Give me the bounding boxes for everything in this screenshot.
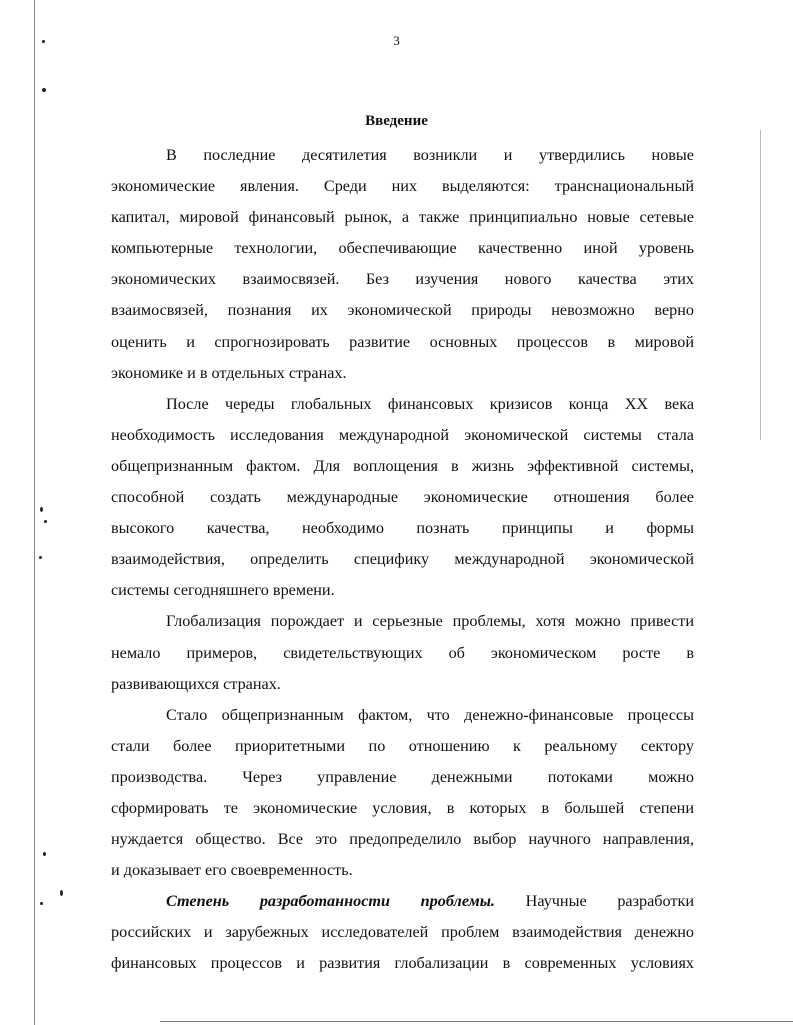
text-line: капитал, мировой финансовый рынок, а также принципиально новые сетевые <box>111 208 694 227</box>
page-number: 3 <box>393 33 400 48</box>
text-line: стали более приоритетными по отношению к реальному сектору <box>111 736 694 755</box>
document-body <box>111 140 694 980</box>
text-line: необходимость исследования международной экономической системы стала <box>111 425 694 444</box>
text-line: Стало общепризнанным фактом, что денежно-финансовые процессы <box>166 705 694 724</box>
scan-speck <box>43 852 46 856</box>
scan-edge-right <box>760 130 761 440</box>
text-line: взаимодействия, определить специфику международной экономической <box>111 550 694 569</box>
text-line: развивающихся странах. <box>111 674 281 693</box>
text-line: финансовых процессов и развития глобализации в современных условиях <box>111 954 694 973</box>
text-line: системы сегодняшнего времени. <box>111 581 335 600</box>
text-line: общепризнанным фактом. Для воплощения в жизнь эффективной системы, <box>111 456 694 475</box>
scan-speck <box>44 520 47 523</box>
text-fragment: Научные разработки <box>494 892 694 911</box>
text-line: Глобализация порождает и серьезные проблемы, хотя можно привести <box>166 612 694 631</box>
text-line: В последние десятилетия возникли и утвердились новые <box>166 146 694 164</box>
text-line: нуждается общество. Все это предопределило выбор научного направления, <box>111 830 694 849</box>
scan-speck <box>60 890 63 896</box>
text-line: экономике и в отдельных странах. <box>111 363 347 382</box>
scan-speck <box>39 556 42 559</box>
text-line: немало примеров, свидетельствующих об экономическом росте в <box>111 643 694 662</box>
text-line: оценить и спрогнозировать развитие основных процессов в мировой <box>111 332 694 351</box>
scan-speck <box>40 902 43 905</box>
text-line: взаимосвязей, познания их экономической природы невозможно верно <box>111 301 694 320</box>
scan-edge-bottom <box>160 1021 793 1022</box>
section-heading: Введение <box>365 113 428 129</box>
text-line: экономические явления. Среди них выделяются: транснациональный <box>111 177 694 196</box>
text-line: экономических взаимосвязей. Без изучения нового качества этих <box>111 270 694 289</box>
text-line: и доказывает его своевременность. <box>111 861 353 880</box>
text-line: компьютерные технологии, обеспечивающие качественно иной уровень <box>111 239 694 258</box>
scan-speck <box>40 507 43 512</box>
subsection-lead: Степень разработанности проблемы. <box>166 892 495 911</box>
text-line: производства. Через управление денежными потоками можно <box>111 767 694 786</box>
scan-edge-left <box>34 0 35 1025</box>
text-line: российских и зарубежных исследователей проблем взаимодействия денежно <box>111 923 694 942</box>
text-line: способной создать международные экономические отношения более <box>111 488 694 507</box>
text-line <box>111 886 694 917</box>
text-line: высокого качества, необходимо познать принципы и формы <box>111 519 694 538</box>
text-line: После череды глобальных финансовых кризисов конца XX века <box>166 394 694 413</box>
scan-speck <box>42 88 46 92</box>
text-line: сформировать те экономические условия, в которых в большей степени <box>111 798 694 817</box>
